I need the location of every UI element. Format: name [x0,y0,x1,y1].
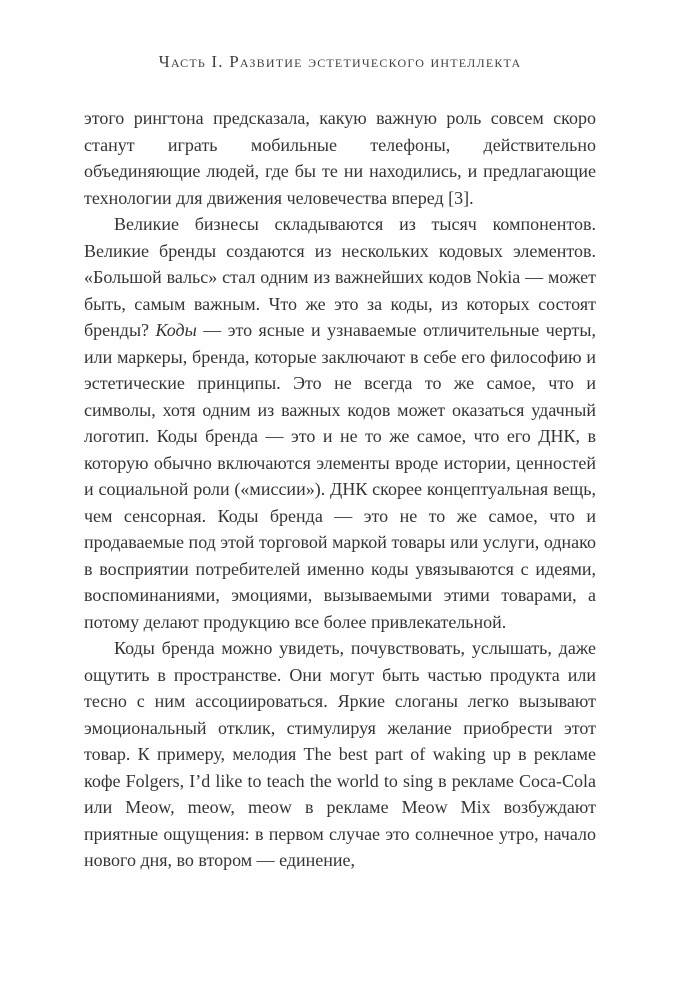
paragraph [84,211,596,635]
text-run: Коды бренда можно увидеть, почувствовать, услышать, даже ощутить в пространстве. Они могут быть частью продукта или тесно с ним ассоциироваться. Яркие слоганы легко вызывают эмоциональный отклик, стимулируя желание приобрести этот товар. К примеру, мелодия The best part of waking up в рекламе кофе Folgers, I’d like to teach the world to sing в рекламе Coca-Cola или Meow, meow, meow в рекламе Meow Mix возбуждают приятные ощущения: в первом случае это солнечное утро, начало нового дня, во втором — единение, [84,638,596,870]
running-head: Часть I. Развитие эстетического интеллекта [158,52,522,71]
paragraph [84,635,596,874]
text-run: Великие бизнесы складываются из тысяч компонентов. Великие бренды создаются из нескольких кодовых элементов. «Большой вальс» стал одним из важнейших кодов Nokia — может быть, самым важным. Что же это за коды, из которых состоят бренды? [84,214,596,340]
paragraph [84,105,596,211]
italic-text-run: Коды [155,320,197,340]
body-text [84,105,596,874]
text-run: — это ясные и узнаваемые отличительные черты, или маркеры, бренда, которые заключают в себе его философию и эстетические принципы. Это не всегда то же самое, что и символы, хотя одним из важных кодов может оказаться удачный логотип. Коды бренда — это и не то же самое, что его ДНК, в которую обычно включаются элементы вроде истории, ценностей и социальной роли («миссии»). ДНК скорее концептуальная вещь, чем сенсорная. Коды бренда — это не то же самое, что и продаваемые под этой торговой маркой товары или услуги, однако в восприятии потребителей именно коды увязываются с идеями, воспоминаниями, эмоциями, вызываемыми этими товарами, а потому делают продукцию все более привлекательной. [84,320,596,632]
text-run: этого рингтона предсказала, какую важную роль совсем скоро станут играть мобильные телефоны, действительно объединяющие людей, где бы те ни находились, и предлагающие технологии для движения человечества вперед [3]. [84,108,596,208]
